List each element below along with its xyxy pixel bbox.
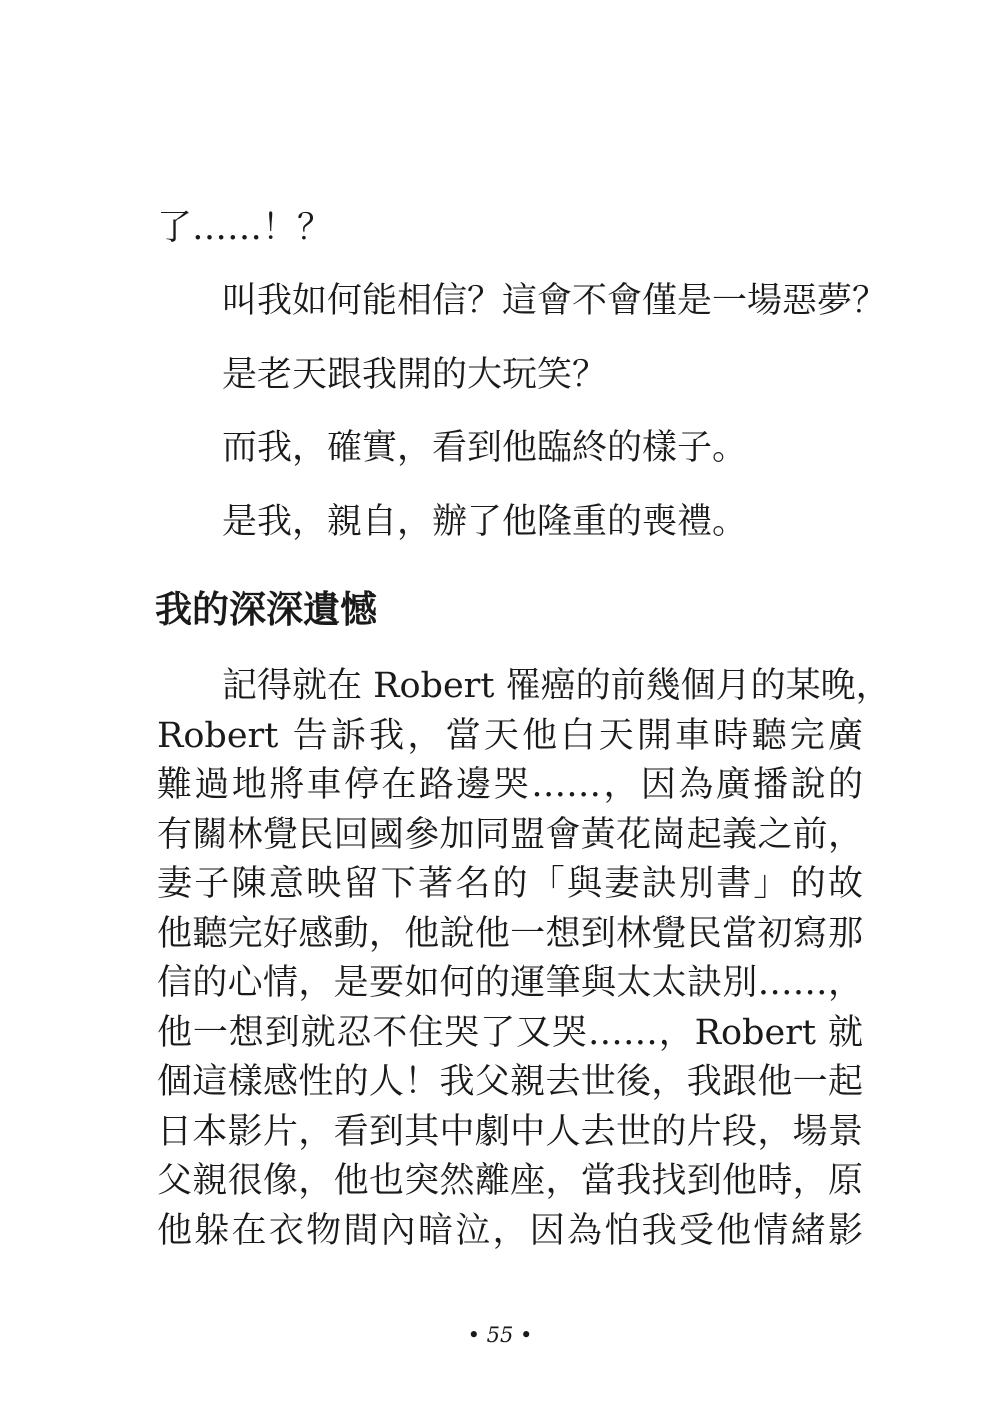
body-line: 難過地將車停在路邊哭……，因為廣播說的 [157,765,863,805]
paragraph-line: 是我，親自，辦了他隆重的喪禮。 [222,502,748,542]
body-line: 信的心情，是要如何的運筆與太太訣別……， [157,963,863,1003]
body-line: 個這樣感性的人！我父親去世後，我跟他一起 [157,1062,863,1102]
paragraph-line: 而我，確實，看到他臨終的樣子。 [222,428,748,468]
body-line: 他躲在衣物間內暗泣，因為怕我受他情緒影 [157,1211,863,1251]
paragraph-line: 了……！？ [157,208,333,248]
paragraph-line: 是老天跟我開的大玩笑？ [222,355,608,395]
body-line: 記得就在 Robert 罹癌的前幾個月的某晚， [222,666,891,706]
page-number: • 55 • [467,1323,533,1347]
body-line: 他一想到就忍不住哭了又哭……，Robert 就 [157,1013,863,1053]
section-heading: 我的深深遺憾 [155,587,377,631]
body-line: 他聽完好感動，他說他一想到林覺民當初寫那 [157,914,863,954]
body-line: 父親很像，他也突然離座，當我找到他時，原 [157,1161,863,1201]
body-line: 妻子陳意映留下著名的「與妻訣別書」的故 [157,864,863,904]
body-line: 日本影片，看到其中劇中人去世的片段，場景 [157,1112,863,1152]
paragraph-line: 叫我如何能相信？這會不會僅是一場惡夢？ [222,281,888,321]
body-line: Robert 告訴我，當天他白天開車時聽完廣 [157,716,863,756]
body-line: 有關林覺民回國參加同盟會黃花崗起義之前， [157,815,863,855]
